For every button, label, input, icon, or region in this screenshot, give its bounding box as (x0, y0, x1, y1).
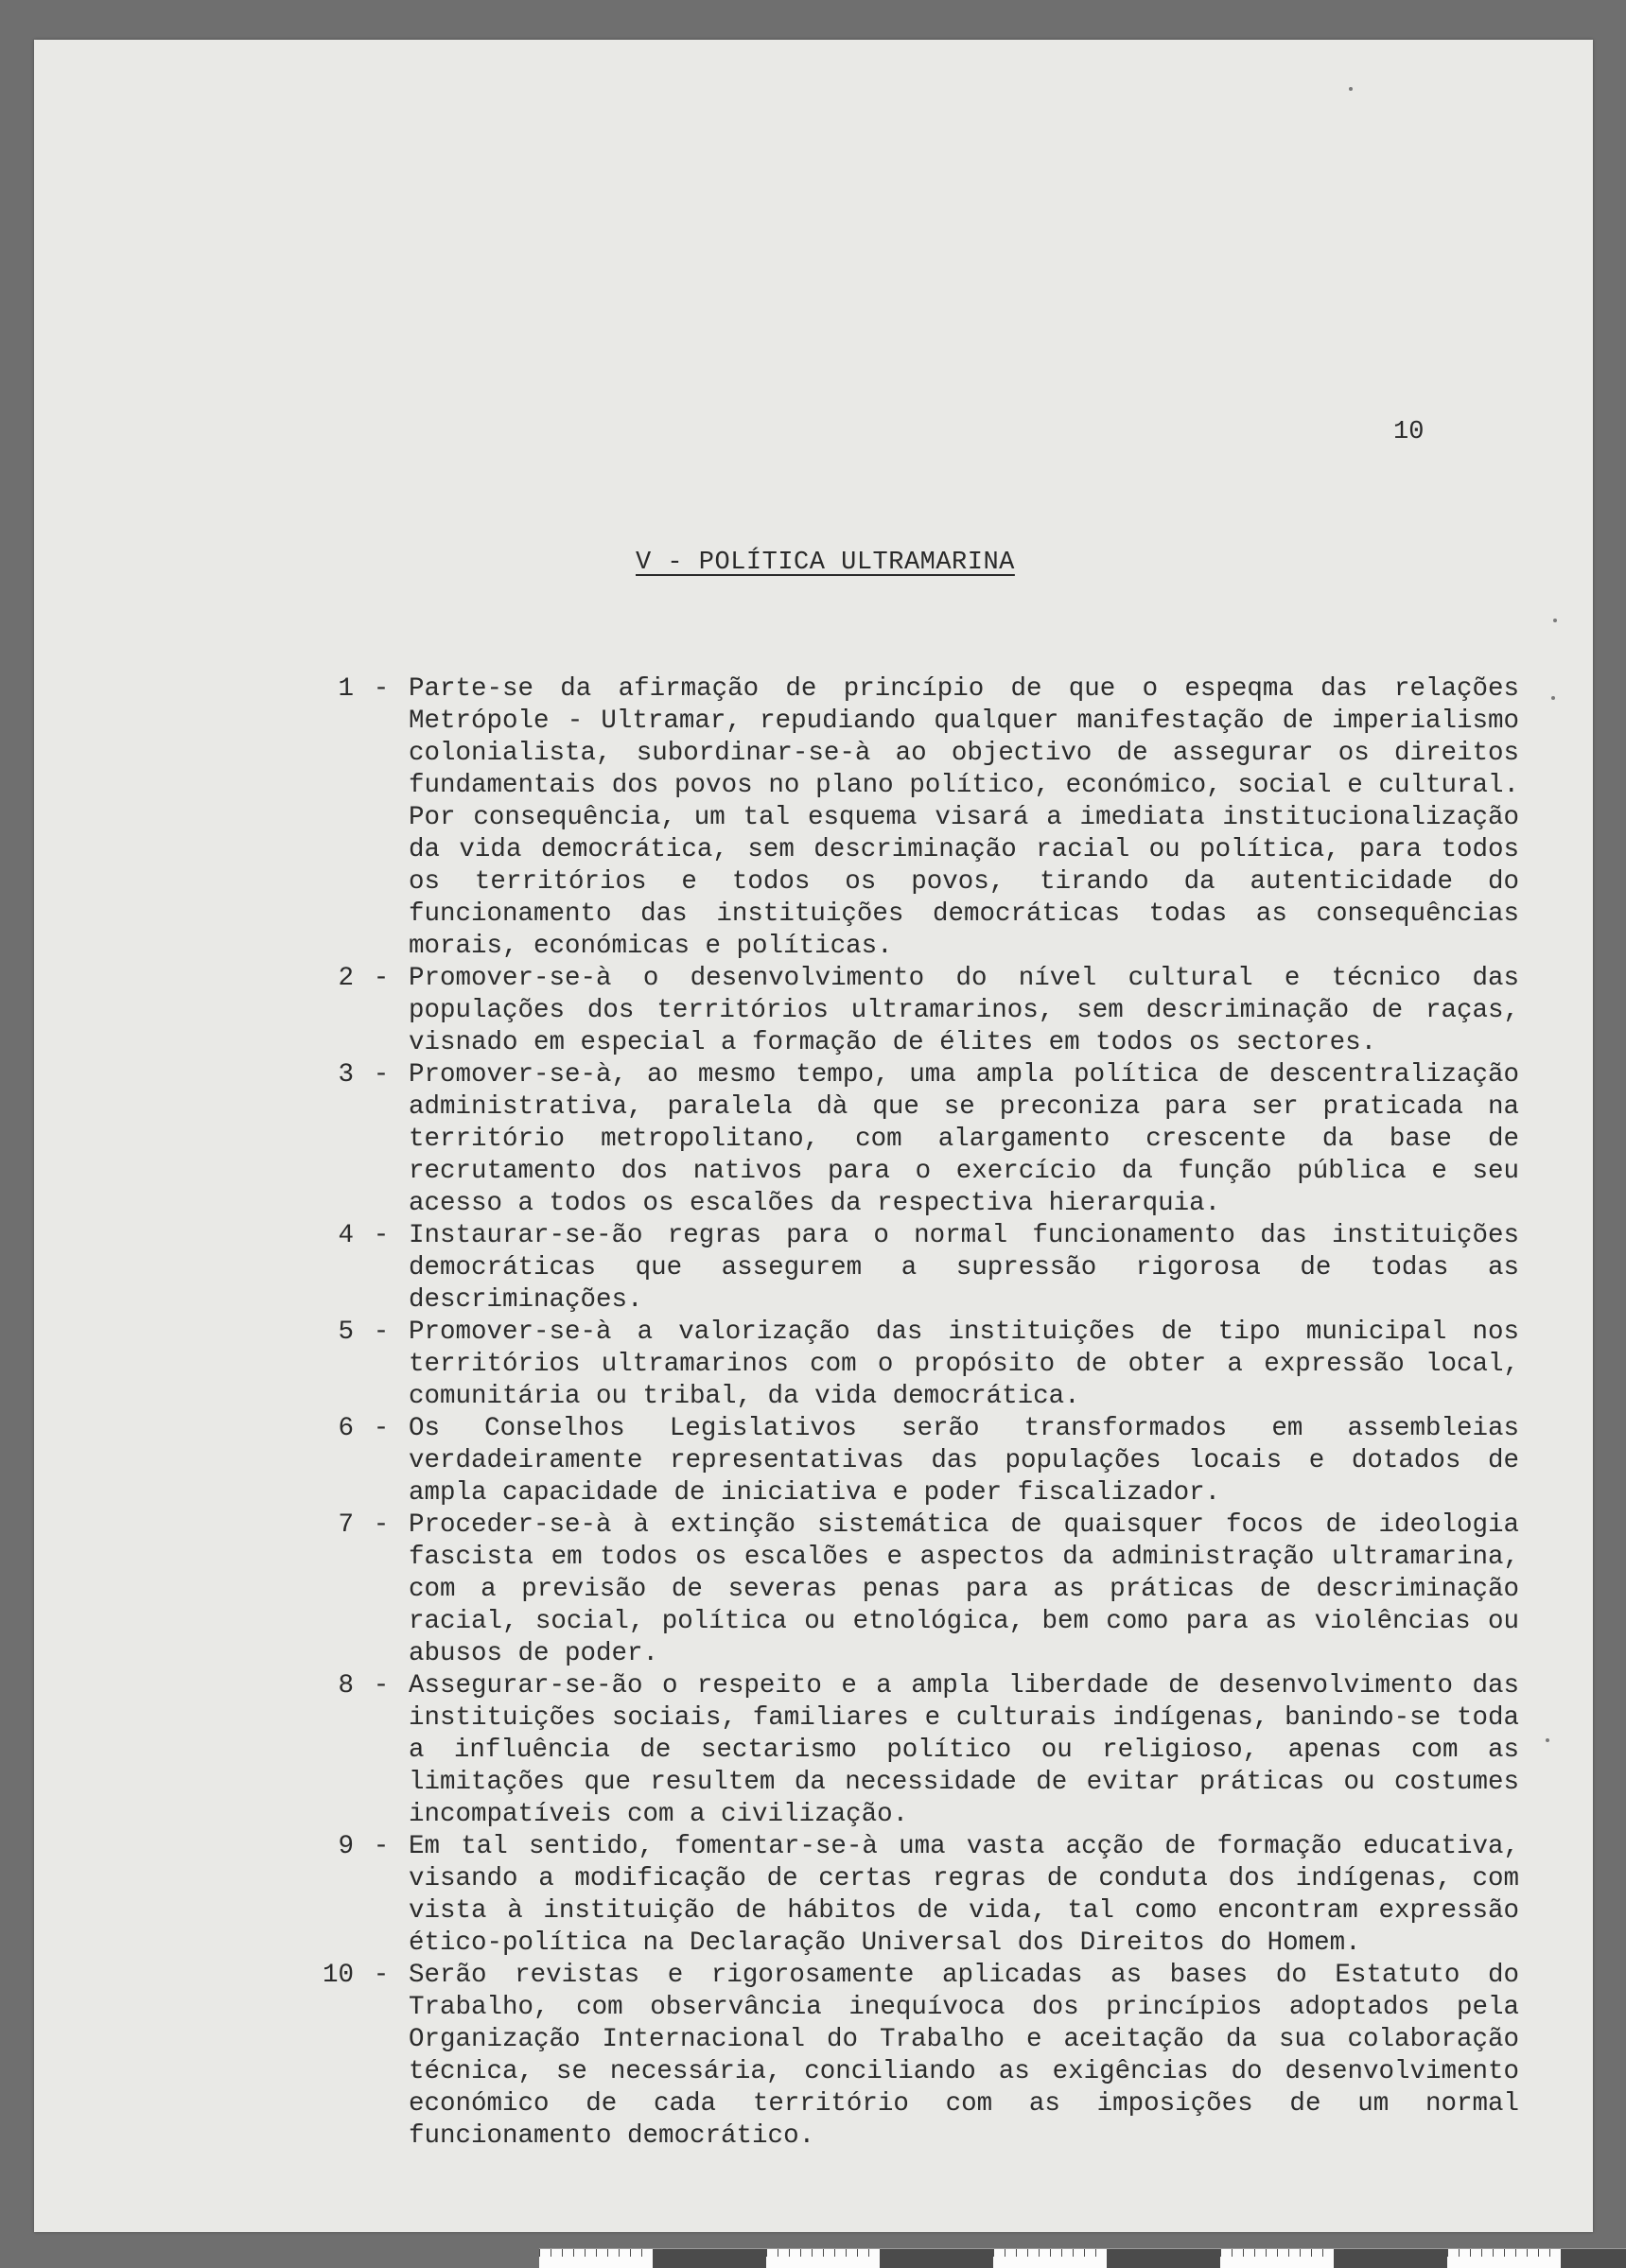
item-dash: - (373, 1060, 390, 1090)
item-number: 9 (338, 1832, 354, 1861)
paper-speck (1553, 619, 1557, 622)
page-number: 10 (1393, 418, 1425, 446)
item-number: 10 (322, 1961, 354, 1990)
item-number: 4 (338, 1221, 354, 1250)
list-item (271, 1509, 1519, 1670)
item-number: 3 (338, 1060, 354, 1090)
item-dash: - (373, 1317, 390, 1347)
item-dash: - (373, 1671, 390, 1701)
item-dash: - (373, 1510, 390, 1540)
list-item (271, 1059, 1519, 1220)
item-number: 7 (338, 1510, 354, 1540)
list-item (271, 1960, 1519, 2153)
list-item (271, 1670, 1519, 1831)
item-text: Promover-se-à o desenvolvimento do nível cultural e técnico das populações dos territórios ultramarinos, sem descriminação de raças, visnado em especial a formação de élites em todos os sectores. (409, 964, 1519, 1057)
list-item (271, 1220, 1519, 1317)
item-dash: - (373, 1414, 390, 1443)
item-text: Em tal sentido, fomentar-se-à uma vasta acção de formação educativa, visando a modificação de certas regras de conduta dos indígenas, com vista à instituição de hábitos de vida, tal como encontram expressão ético-política na Declaração Universal dos Direitos do Homem. (409, 1832, 1519, 1958)
item-dash: - (373, 964, 390, 993)
section-title: V - POLÍTICA ULTRAMARINA (636, 549, 1015, 577)
item-dash: - (373, 1961, 390, 1990)
ruler-ticks (539, 2249, 1626, 2268)
list-item (271, 1413, 1519, 1509)
item-text: Serão revistas e rigorosamente aplicadas as bases do Estatuto do Trabalho, com observância inequívoca dos princípios adoptados pela Organização Internacional do Trabalho e aceitação da sua colaboração técnica, se necessária, conciliando as exigências do desenvolvimento económico de cada território com as imposições de um normal funcionamento democrático. (409, 1961, 1519, 2151)
list-item (271, 1317, 1519, 1413)
item-text: Os Conselhos Legislativos serão transformados em assembleias verdadeiramente representativas das populações locais e dotados de ampla capacidade de iniciativa e poder fiscalizador. (409, 1414, 1519, 1508)
item-list (271, 673, 1519, 2153)
item-text: Instaurar-se-ão regras para o normal funcionamento das instituições democráticas que assegurem a supressão rigorosa de todas as descriminações. (409, 1221, 1519, 1315)
item-number: 6 (338, 1414, 354, 1443)
scale-ruler (539, 2248, 1626, 2268)
item-dash: - (373, 674, 390, 704)
item-text: Promover-se-à, ao mesmo tempo, uma ampla política de descentralização administrativa, paralela dà que se preconiza para ser praticada na território metropolitano, com alargamento crescente da base de recrutamento dos nativos para o exercício da função pública e seu acesso a todos os escalões da respectiva hierarquia. (409, 1060, 1519, 1218)
item-dash: - (373, 1221, 390, 1250)
list-item (271, 1831, 1519, 1960)
item-text: Assegurar-se-ão o respeito e a ampla liberdade de desenvolvimento das instituições sociais, familiares e culturais indígenas, banindo-se toda a influência de sectarismo político ou religioso, apenas com as limitações que resultem da necessidade de evitar práticas ou costumes incompatíveis com a civilização. (409, 1671, 1519, 1829)
list-item (271, 963, 1519, 1059)
item-dash: - (373, 1832, 390, 1861)
item-number: 2 (338, 964, 354, 993)
item-number: 8 (338, 1671, 354, 1701)
item-number: 5 (338, 1317, 354, 1347)
item-text: Proceder-se-à à extinção sistemática de quaisquer focos de ideologia fascista em todos os escalões e aspectos da administração ultramarina, com a previsão de severas penas para as práticas de descriminação racial, social, política ou etnológica, bem como para as violências ou abusos de poder. (409, 1510, 1519, 1668)
list-item (271, 673, 1519, 963)
paper-speck (1546, 1738, 1549, 1742)
paper-speck (1349, 87, 1353, 91)
paper-speck (1551, 696, 1555, 700)
item-text: Parte-se da afirmação de princípio de que o espeqma das relações Metrópole - Ultramar, repudiando qualquer manifestação de imperialismo colonialista, subordinar-se-à ao objectivo de assegurar os direitos fundamentais dos povos no plano político, económico, social e cultural. Por consequência, um tal esquema visará a imediata institucionalização da vida democrática, sem descriminação racial ou política, para todos os territórios e todos os povos, tirando da autenticidade do funcionamento das instituições democráticas todas as consequências morais, económicas e políticas. (409, 674, 1519, 961)
document-page (34, 40, 1593, 2232)
item-number: 1 (338, 674, 354, 704)
item-text: Promover-se-à a valorização das instituições de tipo municipal nos territórios ultramarinos com o propósito de obter a expressão local, comunitária ou tribal, da vida democrática. (409, 1317, 1519, 1411)
